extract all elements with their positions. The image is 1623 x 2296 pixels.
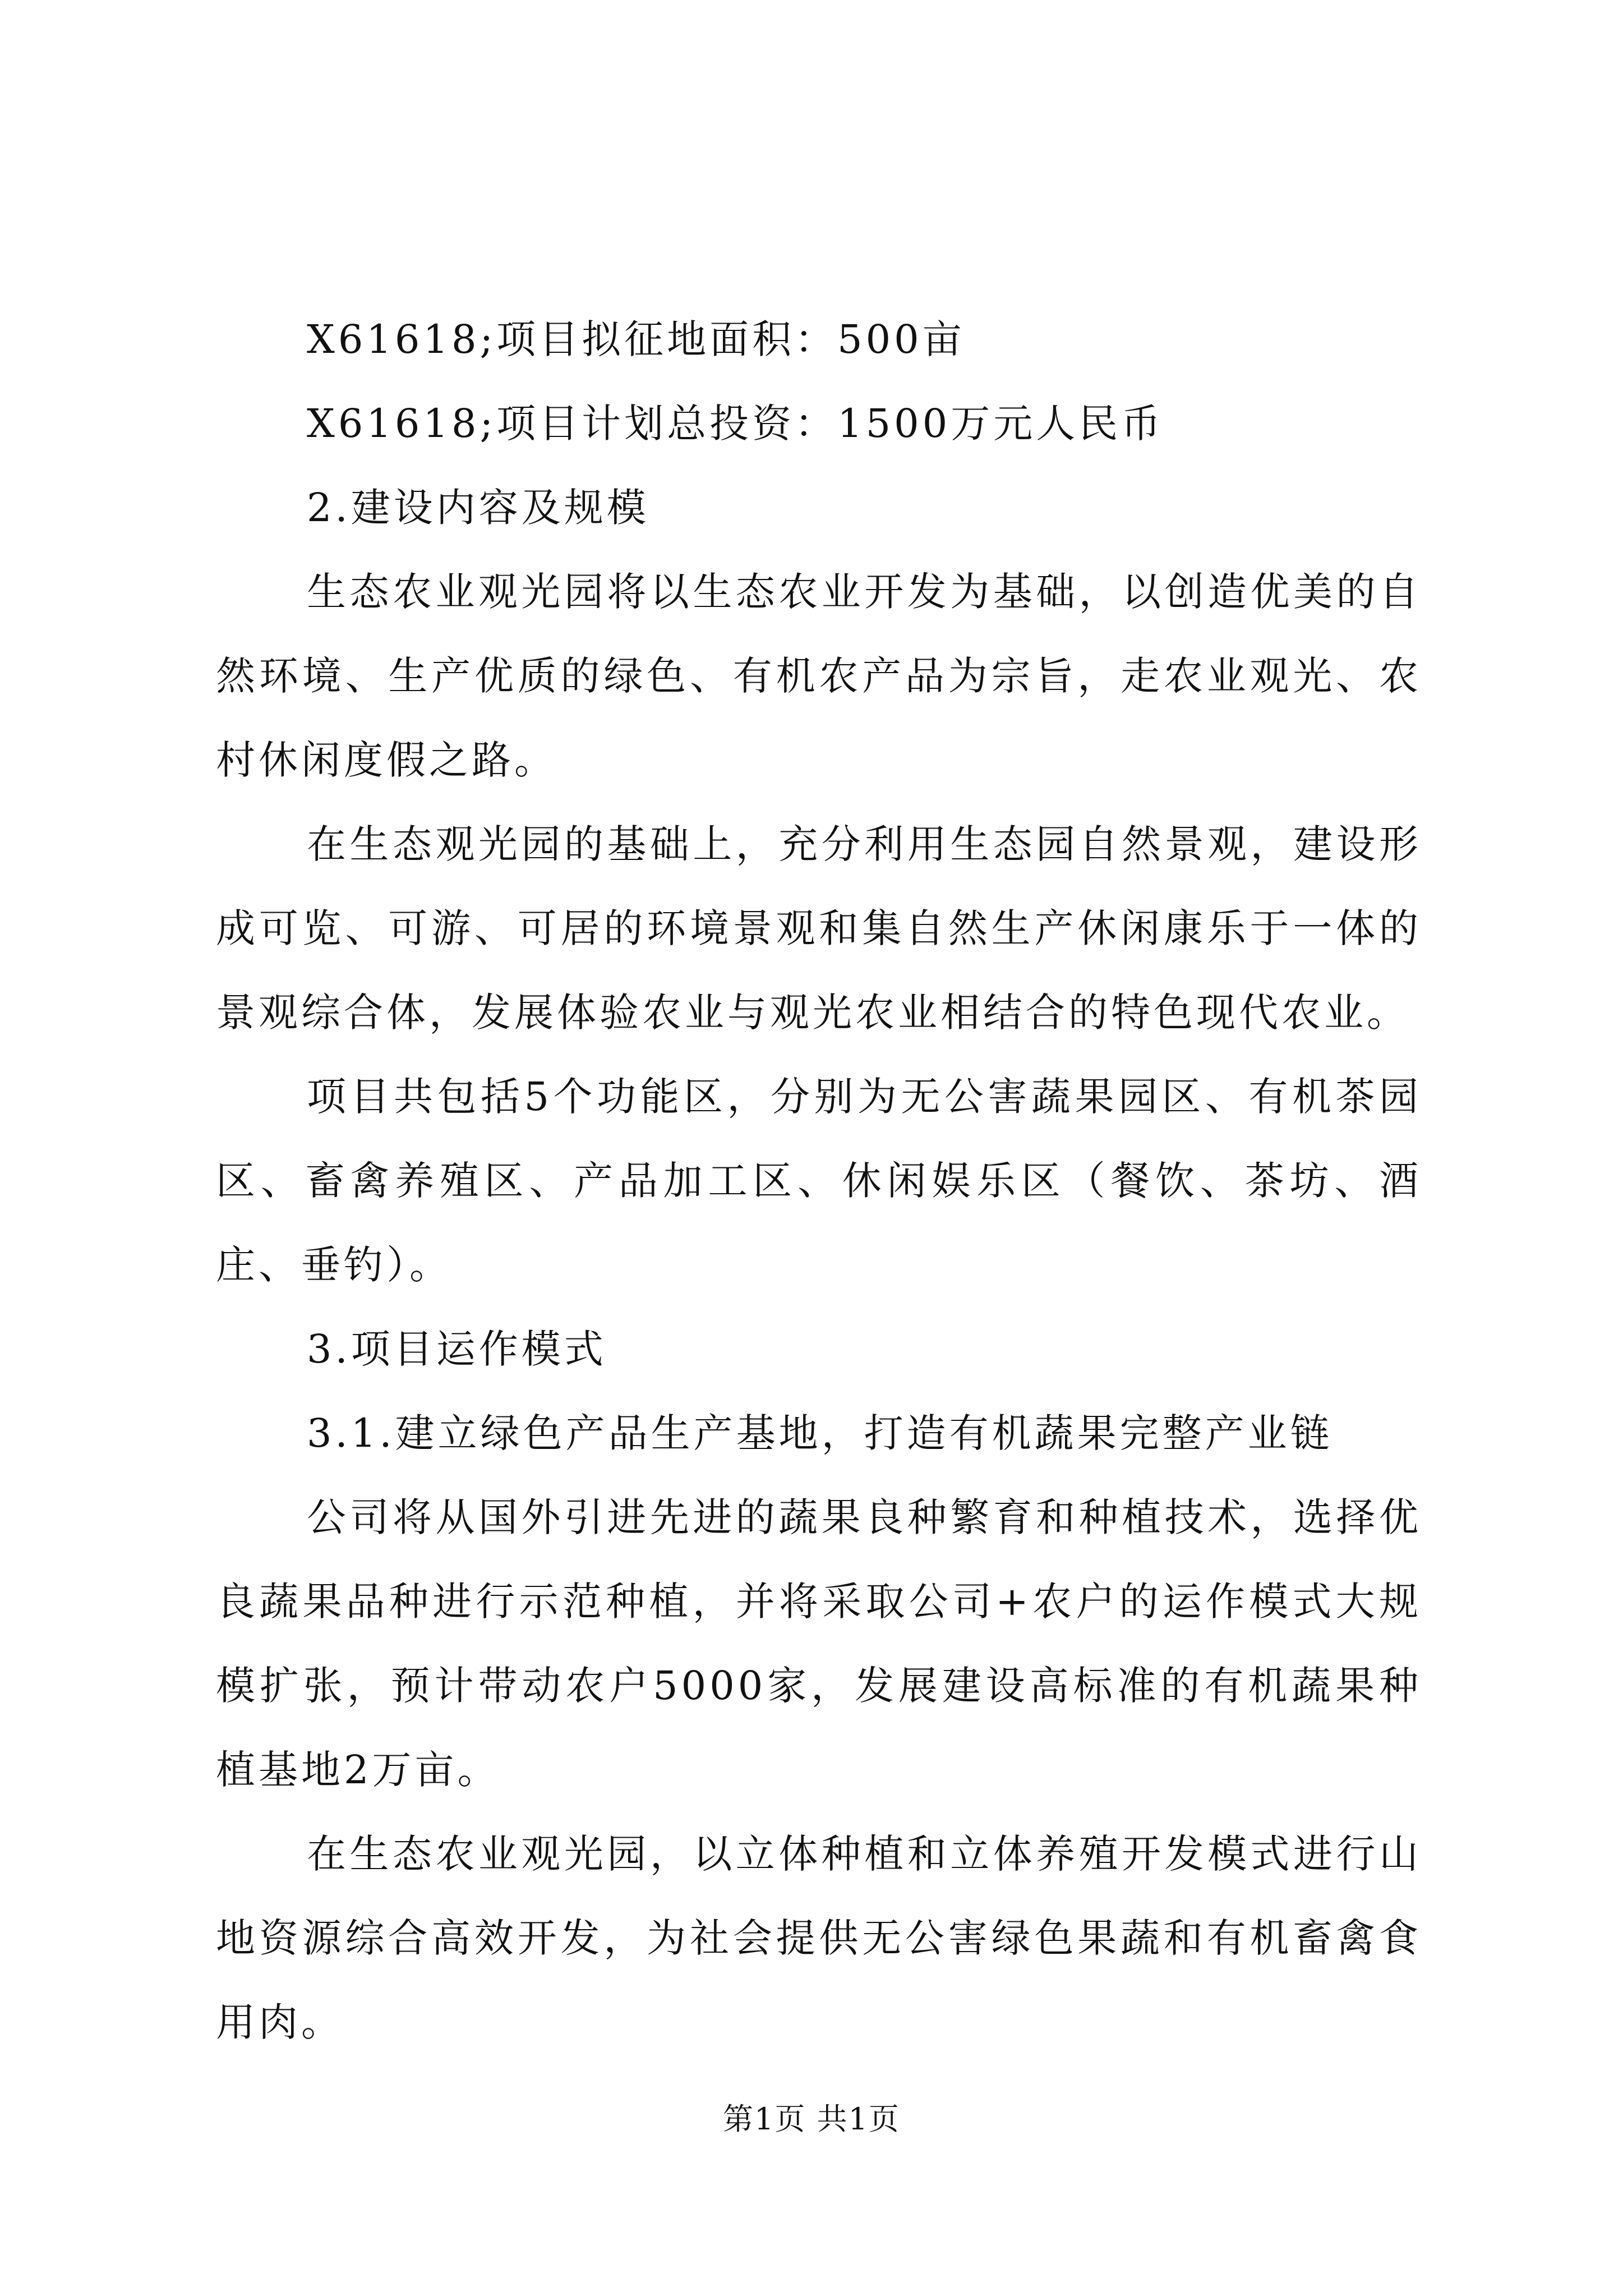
section-heading-construction: 2.建设内容及规模 — [307, 485, 649, 531]
paragraph-mountain-development: 在生态农业观光园，以立体种植和立体养殖开发模式进行山地资源综合高效开发，为社会提供无公害绿色果蔬和有机畜禽食用肉。 — [216, 1831, 1422, 2045]
document-body — [216, 297, 1422, 2064]
paragraph-functional-zones: 项目共包括5个功能区，分别为无公害蔬果园区、有机茶园区、畜禽养殖区、产品加工区、休闲娱乐区（餐饮、茶坊、酒庄、垂钓）。 — [216, 1074, 1422, 1288]
paragraph-company-plan: 公司将从国外引进先进的蔬果良种繁育和种植技术，选择优良蔬果品种进行示范种植，并将采取公司+农户的运作模式大规模扩张，预计带动农户5000家，发展建设高标准的有机蔬果种植基地2万亩。 — [216, 1494, 1422, 1793]
paragraph-eco-park-goal: 生态农业观光园将以生态农业开发为基础，以创造优美的自然环境、生产优质的绿色、有机农产品为宗旨，走农业观光、农村休闲度假之路。 — [216, 569, 1422, 783]
paragraph-landscape-complex: 在生态观光园的基础上，充分利用生态园自然景观，建设形成可览、可游、可居的环境景观和集自然生产休闲康乐于一体的景观综合体，发展体验农业与观光农业相结合的特色现代农业。 — [216, 821, 1422, 1036]
page-footer: 第1页 共1页 — [723, 2101, 900, 2137]
section-heading-operation-mode: 3.项目运作模式 — [307, 1326, 607, 1372]
subsection-heading-green-base: 3.1.建立绿色产品生产基地，打造有机蔬果完整产业链 — [307, 1410, 1333, 1456]
paragraph-land-area: X61618;项目拟征地面积：500亩 — [307, 316, 965, 362]
paragraph-total-investment: X61618;项目计划总投资：1500万元人民币 — [307, 401, 1164, 447]
